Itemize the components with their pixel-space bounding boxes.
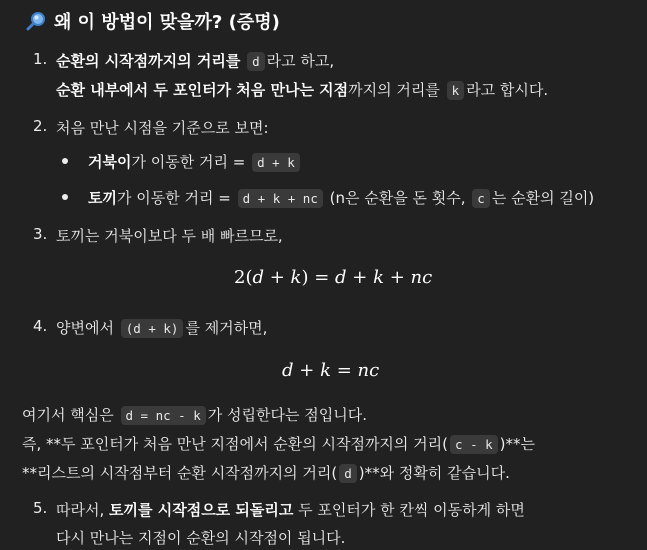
para-1-text-2: 가 성립한다는 점입니다.: [207, 406, 367, 424]
step-3-text: 토끼는 거북이보다 두 배 빠르므로,: [56, 227, 283, 245]
step-1-bold-2: 순환 내부에서 두 포인터가 처음 만나는 지점: [56, 81, 349, 99]
step-5-text-2: 두 포인터가 한 칸씩 이동하게 하면: [298, 501, 525, 519]
equation-1: 2(d + k) = d + k + nc: [234, 267, 433, 288]
code-c-minus-k: c - k: [450, 435, 498, 454]
para-2-text-1: 즉, **두 포인터가 처음 만난 지점에서 순환의 시작점까지의 거리(: [22, 435, 449, 453]
code-d-2: d: [339, 464, 357, 483]
step-1-number: 1.: [33, 50, 48, 68]
rabbit-text: 가 이동한 거리 =: [116, 189, 231, 207]
heading-text: 왜 이 방법이 맞을까? (증명): [54, 12, 280, 33]
step-1-rest-2: 라고 합시다.: [466, 81, 549, 99]
para-3-text-1: **리스트의 시작점부터 순환 시작점까지의 거리(: [22, 464, 338, 482]
code-d: d: [247, 52, 265, 71]
step-3-number: 3.: [33, 225, 48, 243]
para-3-text-2: )**와 정확히 같습니다.: [358, 464, 510, 482]
para-1-text-1: 여기서 핵심은: [22, 406, 114, 424]
magnifier-icon: [26, 11, 46, 31]
code-c: c: [472, 189, 490, 208]
step-4-line: [56, 317, 267, 338]
step-1-line-2: [56, 79, 548, 100]
para-line-3: [22, 462, 510, 483]
rabbit-note-2: 는 순환의 길이): [491, 189, 595, 207]
step-5-line-1: [56, 499, 525, 520]
step-2-text: 처음 만난 시점을 기준으로 보면:: [56, 119, 269, 137]
section-heading: [26, 8, 280, 34]
step-5-text-1: 따라서,: [56, 501, 105, 519]
step-5-bold: 토끼를 시작점으로 되돌리고: [109, 501, 294, 519]
code-d-plus-k: (d + k): [121, 319, 184, 338]
bullet-turtle: [88, 151, 302, 172]
step-4-text-2: 를 제거하면,: [185, 319, 268, 337]
para-2-text-2: )**는: [499, 435, 536, 453]
turtle-label: 거북이: [88, 153, 132, 171]
code-k: k: [447, 81, 465, 100]
step-4-text-1: 양변에서: [56, 319, 114, 337]
step-1-mid: 까지의 거리를: [348, 81, 440, 99]
step-5-line-2: 다시 만나는 지점이 순환의 시작점이 됩니다.: [56, 529, 346, 547]
step-1-line-1: [56, 50, 334, 71]
para-line-1: [22, 404, 367, 425]
para-line-2: [22, 433, 535, 454]
step-1-rest: 라고 하고,: [266, 52, 335, 70]
code-turtle-distance: d + k: [252, 153, 300, 172]
code-rabbit-distance: d + k + nc: [238, 189, 323, 208]
step-1-bold: 순환의 시작점까지의 거리를: [56, 52, 241, 70]
rabbit-label: 토끼: [88, 189, 117, 207]
turtle-text: 가 이동한 거리 =: [131, 153, 246, 171]
step-4-number: 4.: [33, 317, 48, 335]
step-2-number: 2.: [33, 117, 48, 135]
bullet-rabbit: [88, 187, 594, 208]
bullet-dot: [62, 158, 68, 164]
code-d-eq: d = nc - k: [121, 406, 206, 425]
bullet-dot: [62, 194, 68, 200]
rabbit-note-1: (n은 순환을 돈 횟수,: [329, 189, 466, 207]
equation-2: d + k = nc: [282, 360, 380, 381]
step-5-number: 5.: [33, 499, 48, 517]
